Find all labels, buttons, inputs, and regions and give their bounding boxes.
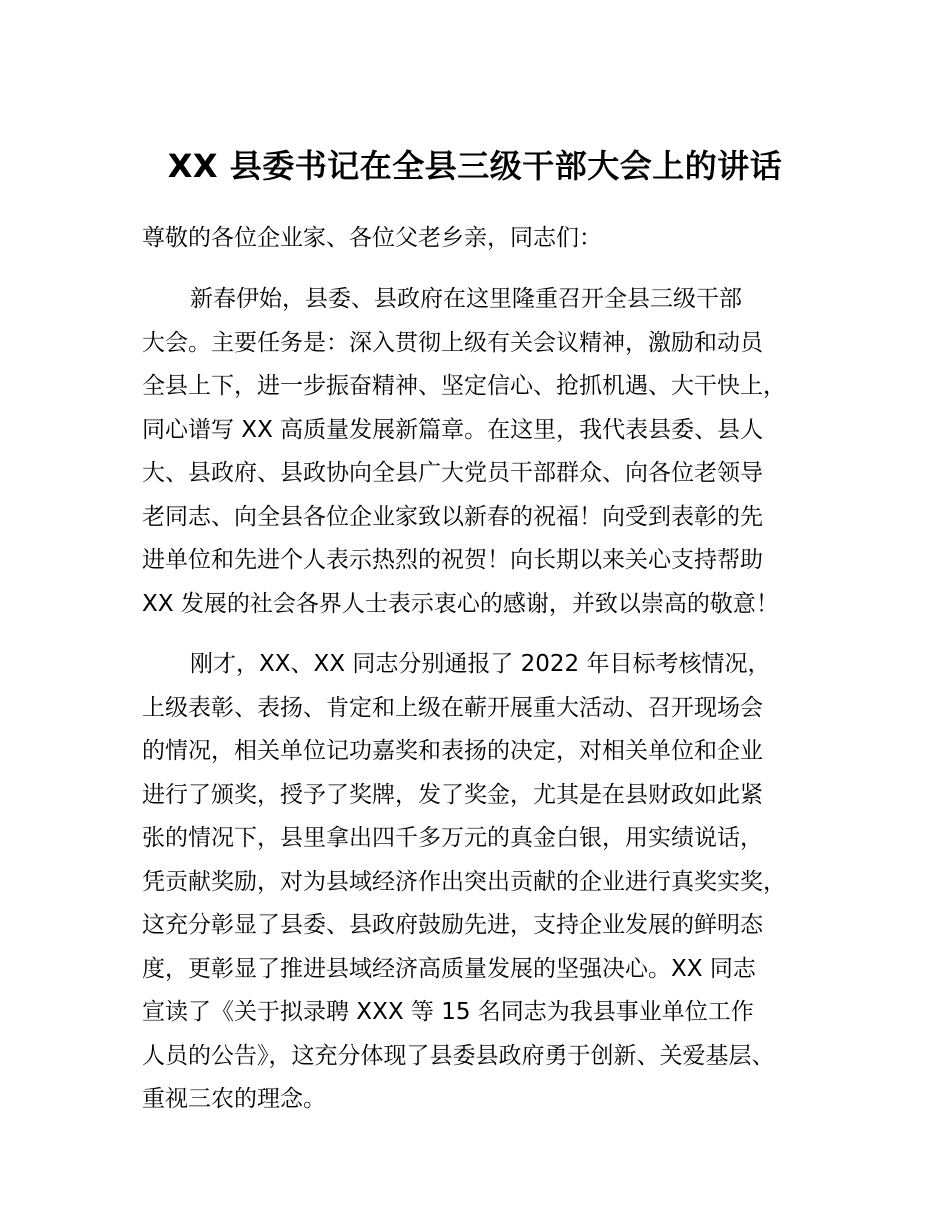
paragraph-line: XX 发展的社会各界人士表示衷心的感谢，并致以崇高的敬意！ xyxy=(142,590,779,617)
paragraph-line: 张的情况下，县里拿出四千多万元的真金白银，用实绩说话， xyxy=(142,825,763,851)
paragraph xyxy=(142,643,842,1122)
paragraph-line: 凭贡献奖励，对为县域经济作出突出贡献的企业进行真奖实奖， xyxy=(142,868,786,895)
paragraph-line: 新春伊始，县委、县政府在这里隆重召开全县三级干部 xyxy=(190,286,742,312)
paragraph-line: 宣读了《关于拟录聘 XXX 等 15 名同志为我县事业单位工作 xyxy=(142,999,754,1025)
paragraph-line: 的情况，相关单位记功嘉奖和表扬的决定，对相关单位和企业 xyxy=(142,738,763,764)
paragraph-line: 这充分彰显了县委、县政府鼓励先进，支持企业发展的鲜明态 xyxy=(142,912,763,938)
paragraph-line: 大、县政府、县政协向全县广大党员干部群众、向各位老领导 xyxy=(142,460,763,486)
paragraph-line: 同心谱写 XX 高质量发展新篇章。在这里，我代表县委、县人 xyxy=(142,416,764,443)
paragraph-line: 大会。主要任务是：深入贯彻上级有关会议精神，激励和动员 xyxy=(142,329,763,356)
paragraph xyxy=(142,278,842,626)
paragraph-line: 人员的公告》，这充分体现了县委县政府勇于创新、关爱基层、 xyxy=(142,1042,775,1069)
paragraph-line: 进行了颁奖，授予了奖牌，发了奖金，尤其是在县财政如此紧 xyxy=(142,781,763,808)
paragraph-line: 刚才，XX、XX 同志分别通报了 2022 年目标考核情况， xyxy=(190,651,771,677)
paragraph-line: 老同志、向全县各位企业家致以新春的祝福！向受到表彰的先 xyxy=(142,503,763,530)
salutation: 尊敬的各位企业家、各位父老乡亲，同志们： xyxy=(142,225,602,251)
paragraph-line: 度，更彰显了推进县域经济高质量发展的坚强决心。XX 同志 xyxy=(142,955,756,982)
paragraph-line: 上级表彰、表扬、肯定和上级在蕲开展重大活动、召开现场会 xyxy=(142,694,763,721)
paragraph-line: 全县上下，进一步振奋精神、坚定信心、抢抓机遇、大干快上， xyxy=(142,373,786,399)
document-title: XX 县委书记在全县三级干部大会上的讲话 xyxy=(167,147,783,185)
paragraph-line: 重视三农的理念。 xyxy=(142,1086,326,1112)
paragraph-line: 进单位和先进个人表示热烈的祝贺！向长期以来关心支持帮助 xyxy=(142,547,763,573)
